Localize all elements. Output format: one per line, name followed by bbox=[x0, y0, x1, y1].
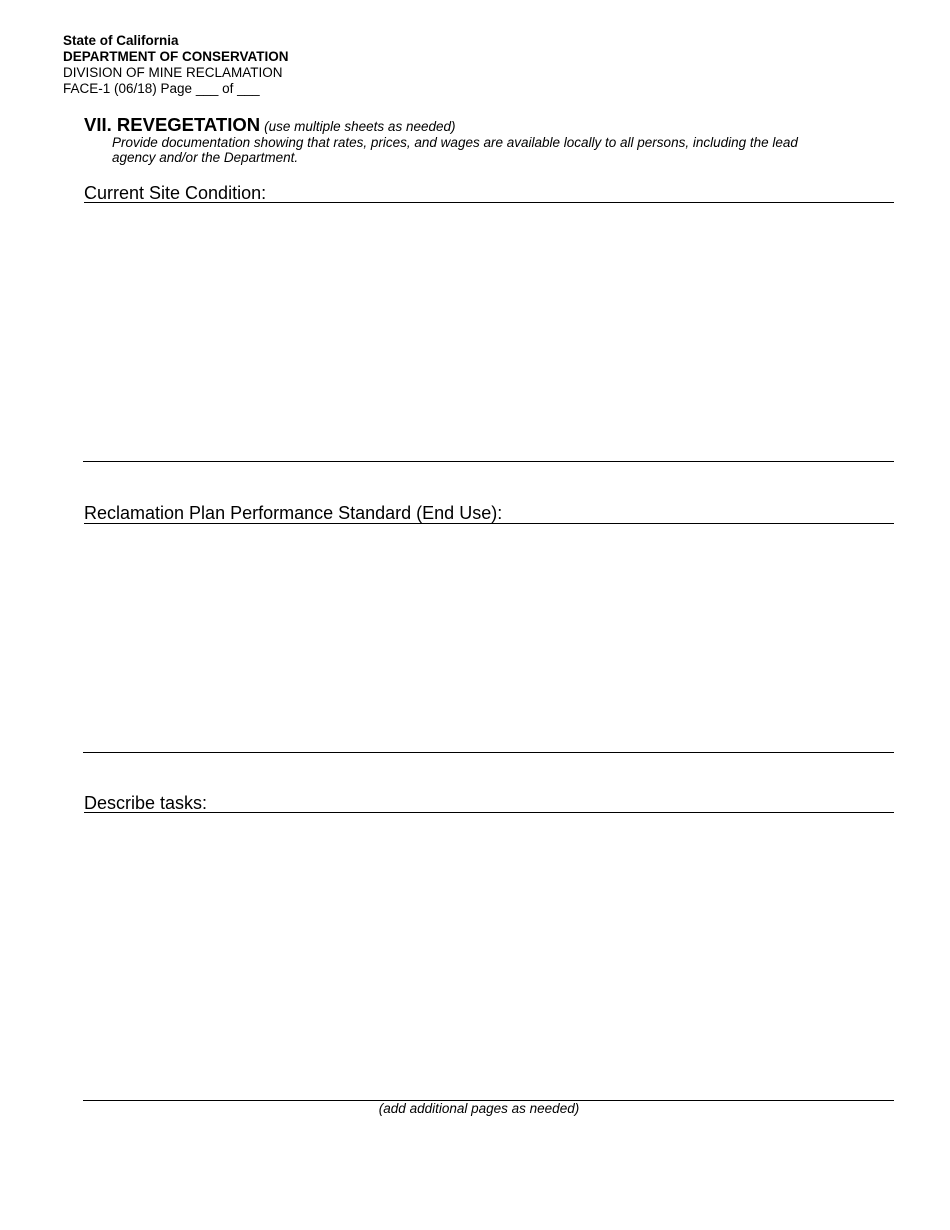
header-department: DEPARTMENT OF CONSERVATION bbox=[63, 49, 289, 64]
header-division: DIVISION OF MINE RECLAMATION bbox=[63, 65, 283, 80]
section-note: (use multiple sheets as needed) bbox=[264, 119, 456, 134]
footer-note: (add additional pages as needed) bbox=[378, 1101, 580, 1116]
describe-tasks-field[interactable] bbox=[84, 815, 894, 1099]
section-instructions: Provide documentation showing that rates, prices, and wages are available locally to all persons, including the lead agency and/or the Department. bbox=[112, 135, 798, 165]
performance-standard-label-rule bbox=[84, 523, 894, 524]
current-site-condition-label: Current Site Condition: bbox=[84, 183, 267, 203]
describe-tasks-label: Describe tasks: bbox=[84, 793, 208, 813]
section-title-text: VII. REVEGETATION bbox=[84, 114, 261, 135]
section-title bbox=[84, 114, 456, 136]
current-site-condition-field[interactable] bbox=[84, 205, 894, 461]
describe-tasks-label-rule bbox=[84, 812, 894, 813]
performance-standard-label: Reclamation Plan Performance Standard (End Use): bbox=[84, 503, 503, 523]
current-site-condition-bottom-rule bbox=[83, 461, 894, 462]
header-form-page: FACE-1 (06/18) Page ___ of ___ bbox=[63, 81, 260, 96]
header-state: State of California bbox=[63, 33, 179, 48]
performance-standard-bottom-rule bbox=[83, 752, 894, 753]
current-site-condition-label-rule bbox=[84, 202, 894, 203]
performance-standard-field[interactable] bbox=[84, 525, 894, 752]
